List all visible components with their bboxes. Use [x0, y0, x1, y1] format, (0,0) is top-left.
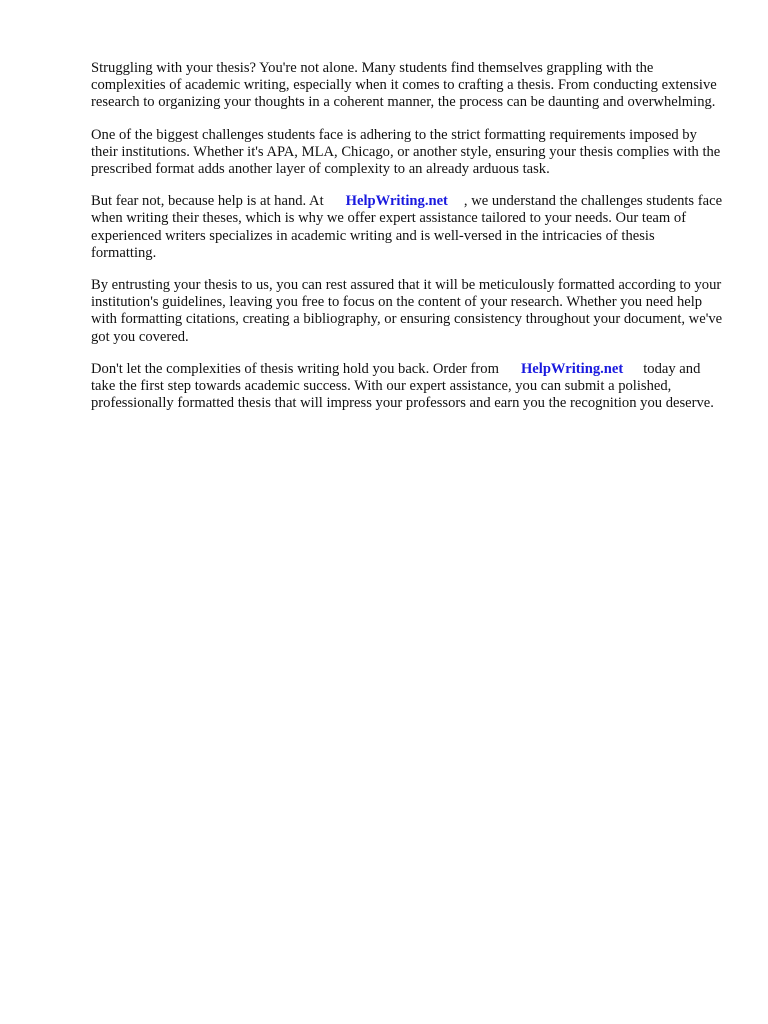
paragraph-intro: Struggling with your thesis? You're not alone. Many students find themselves grappling with the complexities of academic writing, especially when it comes to crafting a thesis. From conducting extensive research to organizing your thoughts in a coherent manner, the process can be daunting and overwhelming.: [91, 60, 717, 111]
helpwriting-link[interactable]: HelpWriting.net: [345, 193, 448, 210]
paragraph-text: today and take the first step towards academic success. With our expert assistance, you can submit a polished, professionally formatted thesis that will impress your professors and earn you the recognition you deserve.: [91, 360, 714, 412]
paragraph-reassurance: By entrusting your thesis to us, you can rest assured that it will be meticulously formatted according to your institution's guidelines, leaving you free to focus on the content of your research. Whether you need help with formatting citations, creating a bibliography, or ensuring consistency throughout your document, we've got you covered.: [91, 277, 723, 345]
paragraph-call-to-action: [91, 361, 723, 413]
paragraph-help-offer: [91, 193, 723, 262]
paragraph-text: But fear not, because help is at hand. At: [91, 193, 324, 210]
document-body: [91, 60, 723, 427]
paragraph-formatting-challenge: One of the biggest challenges students face is adhering to the strict formatting requirements imposed by their institutions. Whether it's APA, MLA, Chicago, or another style, ensuring your thesis complies with the prescribed format adds another layer of complexity to an already arduous task.: [91, 126, 721, 178]
paragraph-text: , we understand the challenges students face when writing their theses, which is why we offer expert assistance tailored to your needs. Our team of experienced writers specializes in academic writing and is well-versed in the intricacies of thesis formatting.: [91, 193, 723, 261]
helpwriting-link[interactable]: HelpWriting.net: [520, 360, 624, 377]
paragraph-text: Don't let the complexities of thesis writing hold you back. Order from: [91, 360, 499, 377]
